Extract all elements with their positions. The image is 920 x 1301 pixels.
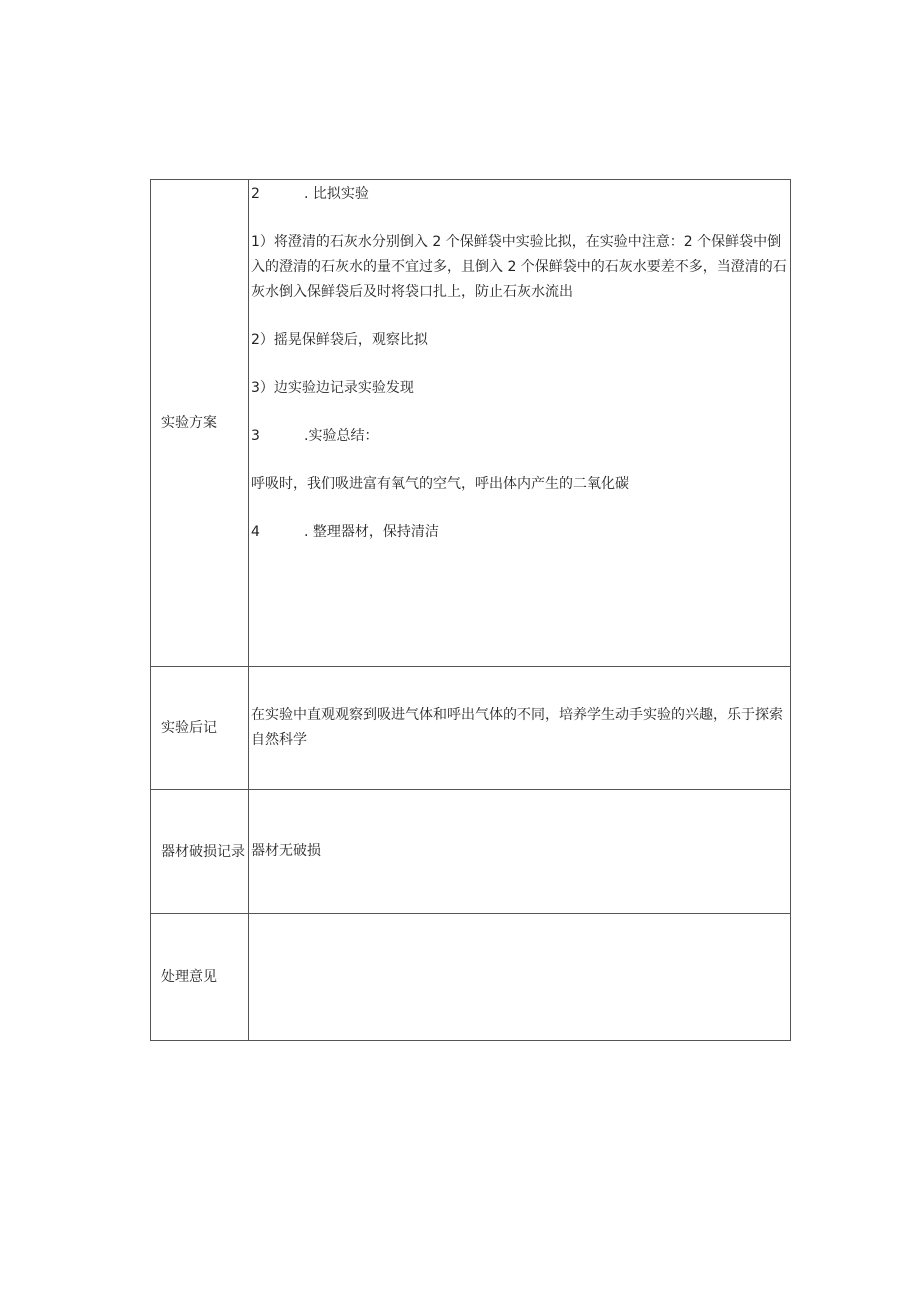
- step-text: . 整理器材，保持清洁: [304, 524, 439, 540]
- plan-content: [249, 180, 791, 667]
- summary-text: 呼吸时，我们吸进富有氧气的空气，呼出体内产生的二氧化碳: [251, 476, 629, 492]
- damage-text: 器材无破损: [251, 843, 321, 859]
- table-row: [151, 667, 791, 790]
- notes-content: [249, 667, 791, 790]
- damage-content: [249, 790, 791, 914]
- row-label-handling: 处理意见: [151, 914, 249, 1041]
- step-text: .实验总结：: [304, 428, 379, 444]
- step-number: 2: [251, 186, 260, 202]
- plan-paragraph-1: 1）将澄清的石灰水分别倒入 2 个保鲜袋中实验比拟，在实验中注意：2 个保鲜袋中倒入的澄清的石灰水的量不宜过多，且倒入 2 个保鲜袋中的石灰水要差不多，当澄清的石灰水倒入保鲜袋后及时将袋口扎上，防止石灰水流出: [251, 234, 787, 300]
- table-row: [151, 180, 791, 667]
- notes-text: 在实验中直观观察到吸进气体和呼出气体的不同，培养学生动手实验的兴趣，乐于探索自然科学: [251, 707, 783, 748]
- step-4: [251, 520, 790, 545]
- step-2: [251, 182, 790, 207]
- handling-content: [249, 914, 791, 1041]
- table-row: [151, 790, 791, 914]
- row-label-notes: 实验后记: [151, 667, 249, 790]
- step-number: 3: [251, 428, 260, 444]
- row-label-damage: 器材破损记录: [151, 790, 249, 914]
- table-row: [151, 914, 791, 1041]
- plan-paragraph-2: 2）摇晃保鲜袋后，观察比拟: [251, 332, 428, 348]
- lab-record-table: [150, 179, 791, 1041]
- plan-paragraph-3: 3）边实验边记录实验发现: [251, 380, 414, 396]
- row-label-plan: 实验方案: [151, 180, 249, 667]
- step-3: [251, 424, 790, 449]
- step-text: . 比拟实验: [304, 186, 369, 202]
- step-number: 4: [251, 524, 260, 540]
